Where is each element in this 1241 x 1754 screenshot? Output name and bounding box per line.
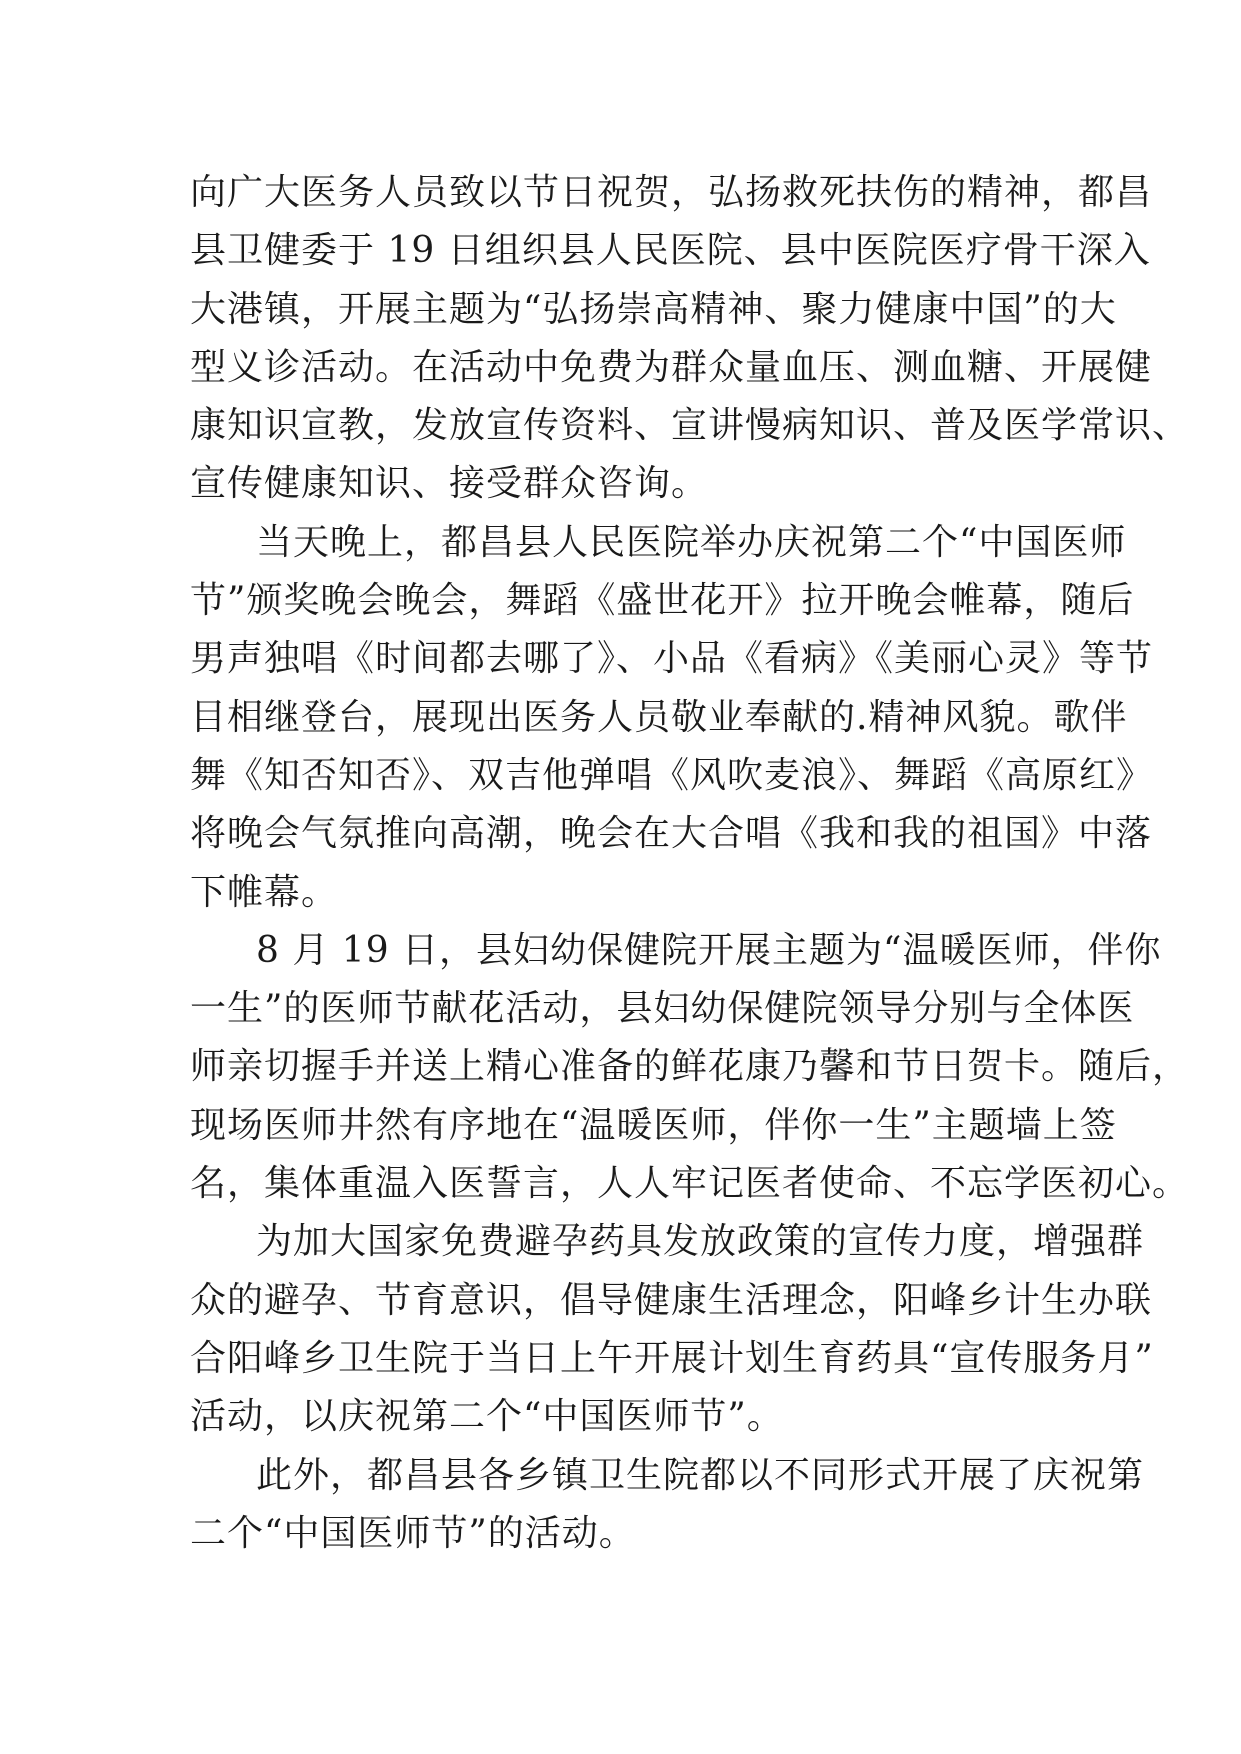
document-body xyxy=(190,164,1190,1563)
paragraph-line: 舞《知否知否》、双吉他弹唱《风吹麦浪》、舞蹈《高原红》 xyxy=(190,754,1154,796)
paragraph-line: 康知识宣教，发放宣传资料、宣讲慢病知识、普及医学常识、 xyxy=(190,405,1190,447)
paragraph-1 xyxy=(190,164,1190,514)
paragraph-2 xyxy=(190,514,1154,922)
paragraph-line: 8 月 19 日，县妇幼保健院开展主题为“温暖医师，伴你 xyxy=(256,929,1162,971)
paragraph-line: 二个“中国医师节”的活动。 xyxy=(190,1512,636,1554)
paragraph-line: 一生”的医师节献花活动，县妇幼保健院领导分别与全体医 xyxy=(190,988,1135,1030)
paragraph-line: 众的避孕、节育意识，倡导健康生活理念，阳峰乡计生办联 xyxy=(190,1279,1153,1321)
paragraph-line: 大港镇，开展主题为“弘扬崇高精神、聚力健康中国”的大 xyxy=(190,288,1117,330)
paragraph-line: 活动，以庆祝第二个“中国医师节”。 xyxy=(190,1396,784,1438)
paragraph-line: 型义诊活动。在活动中免费为群众量血压、测血糖、开展健 xyxy=(190,346,1153,388)
paragraph-line: 将晚会气氛推向高潮，晚会在大合唱《我和我的祖国》中落 xyxy=(190,813,1153,855)
paragraph-line: 师亲切握手并送上精心准备的鲜花康乃馨和节日贺卡。随后， xyxy=(190,1046,1190,1088)
paragraph-line: 宣传健康知识、接受群众咨询。 xyxy=(190,463,709,505)
paragraph-line: 男声独唱《时间都去哪了》、小品《看病》《美丽心灵》等节 xyxy=(190,638,1154,680)
paragraph-line: 名，集体重温入医誓言，人人牢记医者使命、不忘学医初心。 xyxy=(190,1163,1190,1205)
paragraph-line: 合阳峰乡卫生院于当日上午开展计划生育药具“宣传服务月” xyxy=(190,1337,1154,1379)
paragraph-line: 为加大国家免费避孕药具发放政策的宣传力度，增强群 xyxy=(256,1221,1145,1263)
paragraph-line: 现场医师井然有序地在“温暖医师，伴你一生”主题墙上签 xyxy=(190,1104,1117,1146)
paragraph-line: 目相继登台，展现出医务人员敬业奉献的.精神风貌。歌伴 xyxy=(190,696,1128,738)
paragraph-line: 向广大医务人员致以节日祝贺，弘扬救死扶伤的精神，都昌 xyxy=(190,172,1153,213)
paragraph-line: 下帷幕。 xyxy=(190,871,339,913)
paragraph-line: 县卫健委于 19 日组织县人民医院、县中医院医疗骨干深入 xyxy=(190,230,1151,272)
paragraph-line: 此外，都昌县各乡镇卫生院都以不同形式开展了庆祝第 xyxy=(256,1454,1145,1496)
paragraph-line: 当天晚上，都昌县人民医院举办庆祝第二个“中国医师 xyxy=(256,521,1127,563)
paragraph-4 xyxy=(190,1213,1154,1446)
paragraph-5 xyxy=(190,1447,1145,1564)
paragraph-line: 节”颁奖晚会晚会，舞蹈《盛世花开》拉开晚会帷幕，随后 xyxy=(190,580,1135,622)
paragraph-3 xyxy=(190,922,1190,1213)
